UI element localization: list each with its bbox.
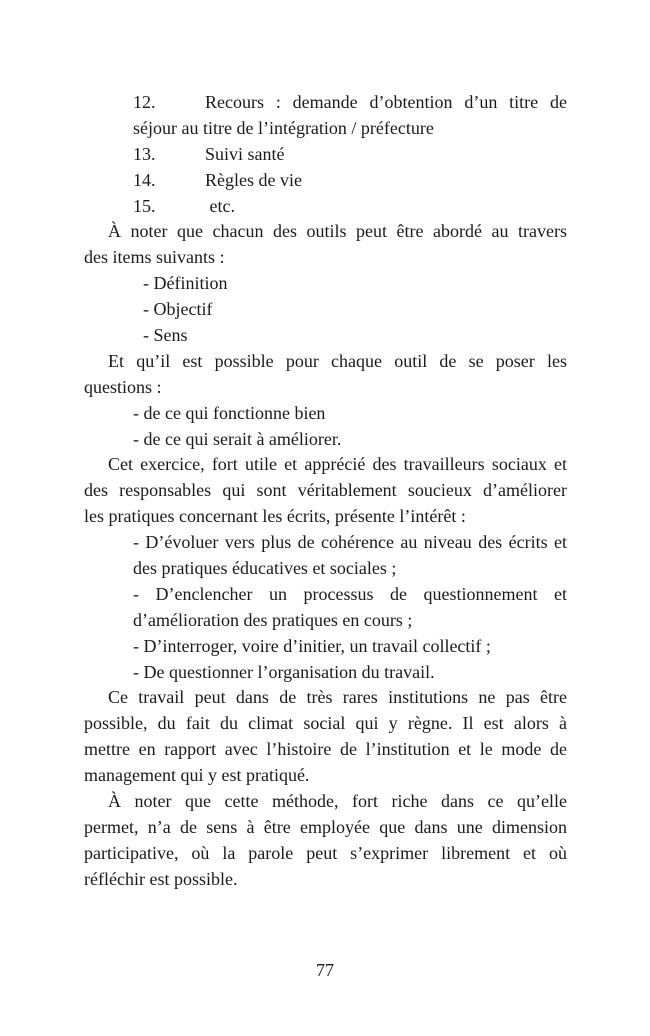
paragraph-items-intro	[84, 219, 567, 271]
numbered-item-14	[84, 168, 567, 194]
interest-list	[84, 530, 567, 685]
list-item: - de ce qui serait à améliorer.	[133, 428, 342, 449]
text-line: Ce travail peut dans de très rares institutions ne pas être	[108, 687, 567, 708]
page-number: 77	[316, 960, 334, 980]
text-line: participative, où la parole peut s’exprimer librement et où	[84, 842, 567, 863]
page-body	[84, 90, 567, 893]
item-number: 13.	[133, 143, 156, 164]
text-line: mettre en rapport avec l’histoire de l’institution et le mode de	[84, 739, 567, 760]
item-text: Recours : demande d’obtention d’un titre de	[205, 92, 567, 112]
text-line: Et qu’il est possible pour chaque outil de se poser les	[108, 350, 567, 371]
numbered-list	[84, 90, 567, 219]
text-line: permet, n’a de sens à être employée que dans une dimension	[84, 816, 567, 837]
list-item-continuation: d’amélioration des pratiques en cours ;	[133, 609, 413, 630]
text-line: possible, du fait du climat social qui y règne. Il est alors à	[84, 713, 567, 734]
list-item-continuation: des pratiques éducatives et sociales ;	[133, 558, 397, 579]
text-line: les pratiques concernant les écrits, présente l’intérêt :	[84, 506, 466, 527]
item-text: Règles de vie	[205, 169, 302, 190]
item-number: 15.	[133, 195, 156, 216]
text-line: À noter que chacun des outils peut être abordé au travers	[108, 221, 567, 242]
paragraph-method	[84, 789, 567, 893]
numbered-item-12	[84, 90, 567, 116]
item-number: 12.	[133, 92, 156, 112]
paragraph-exercise	[84, 452, 567, 530]
text-line: management qui y est pratiqué.	[84, 765, 310, 786]
item-text: Suivi santé	[205, 143, 285, 164]
paragraph-questions-intro	[84, 349, 567, 401]
numbered-item-12-continuation: séjour au titre de l’intégration / préfecture	[133, 117, 434, 138]
text-line: des items suivants :	[84, 247, 225, 268]
list-item: - Sens	[143, 325, 188, 346]
list-item: - D’enclencher un processus de questionnement et	[133, 583, 567, 604]
text-line: À noter que cette méthode, fort riche dans ce qu’elle	[108, 791, 567, 812]
text-line: des responsables qui sont véritablement soucieux d’améliorer	[84, 480, 567, 501]
list-item: - De questionner l’organisation du travail.	[133, 661, 435, 682]
text-line: questions :	[84, 376, 162, 397]
items-list	[84, 271, 567, 349]
questions-list	[84, 401, 567, 453]
list-item: - D’interroger, voire d’initier, un travail collectif ;	[133, 635, 491, 656]
text-line: réfléchir est possible.	[84, 868, 238, 889]
list-item: - de ce qui fonctionne bien	[133, 402, 326, 423]
item-text: etc.	[205, 195, 235, 216]
paragraph-institutions	[84, 685, 567, 789]
list-item: - Objectif	[143, 299, 213, 320]
item-number: 14.	[133, 169, 156, 190]
numbered-item-15	[84, 194, 567, 220]
text-line: Cet exercice, fort utile et apprécié des travailleurs sociaux et	[108, 454, 567, 475]
numbered-item-13	[84, 142, 567, 168]
list-item: - D’évoluer vers plus de cohérence au niveau des écrits et	[133, 532, 567, 553]
list-item: - Définition	[143, 273, 228, 294]
